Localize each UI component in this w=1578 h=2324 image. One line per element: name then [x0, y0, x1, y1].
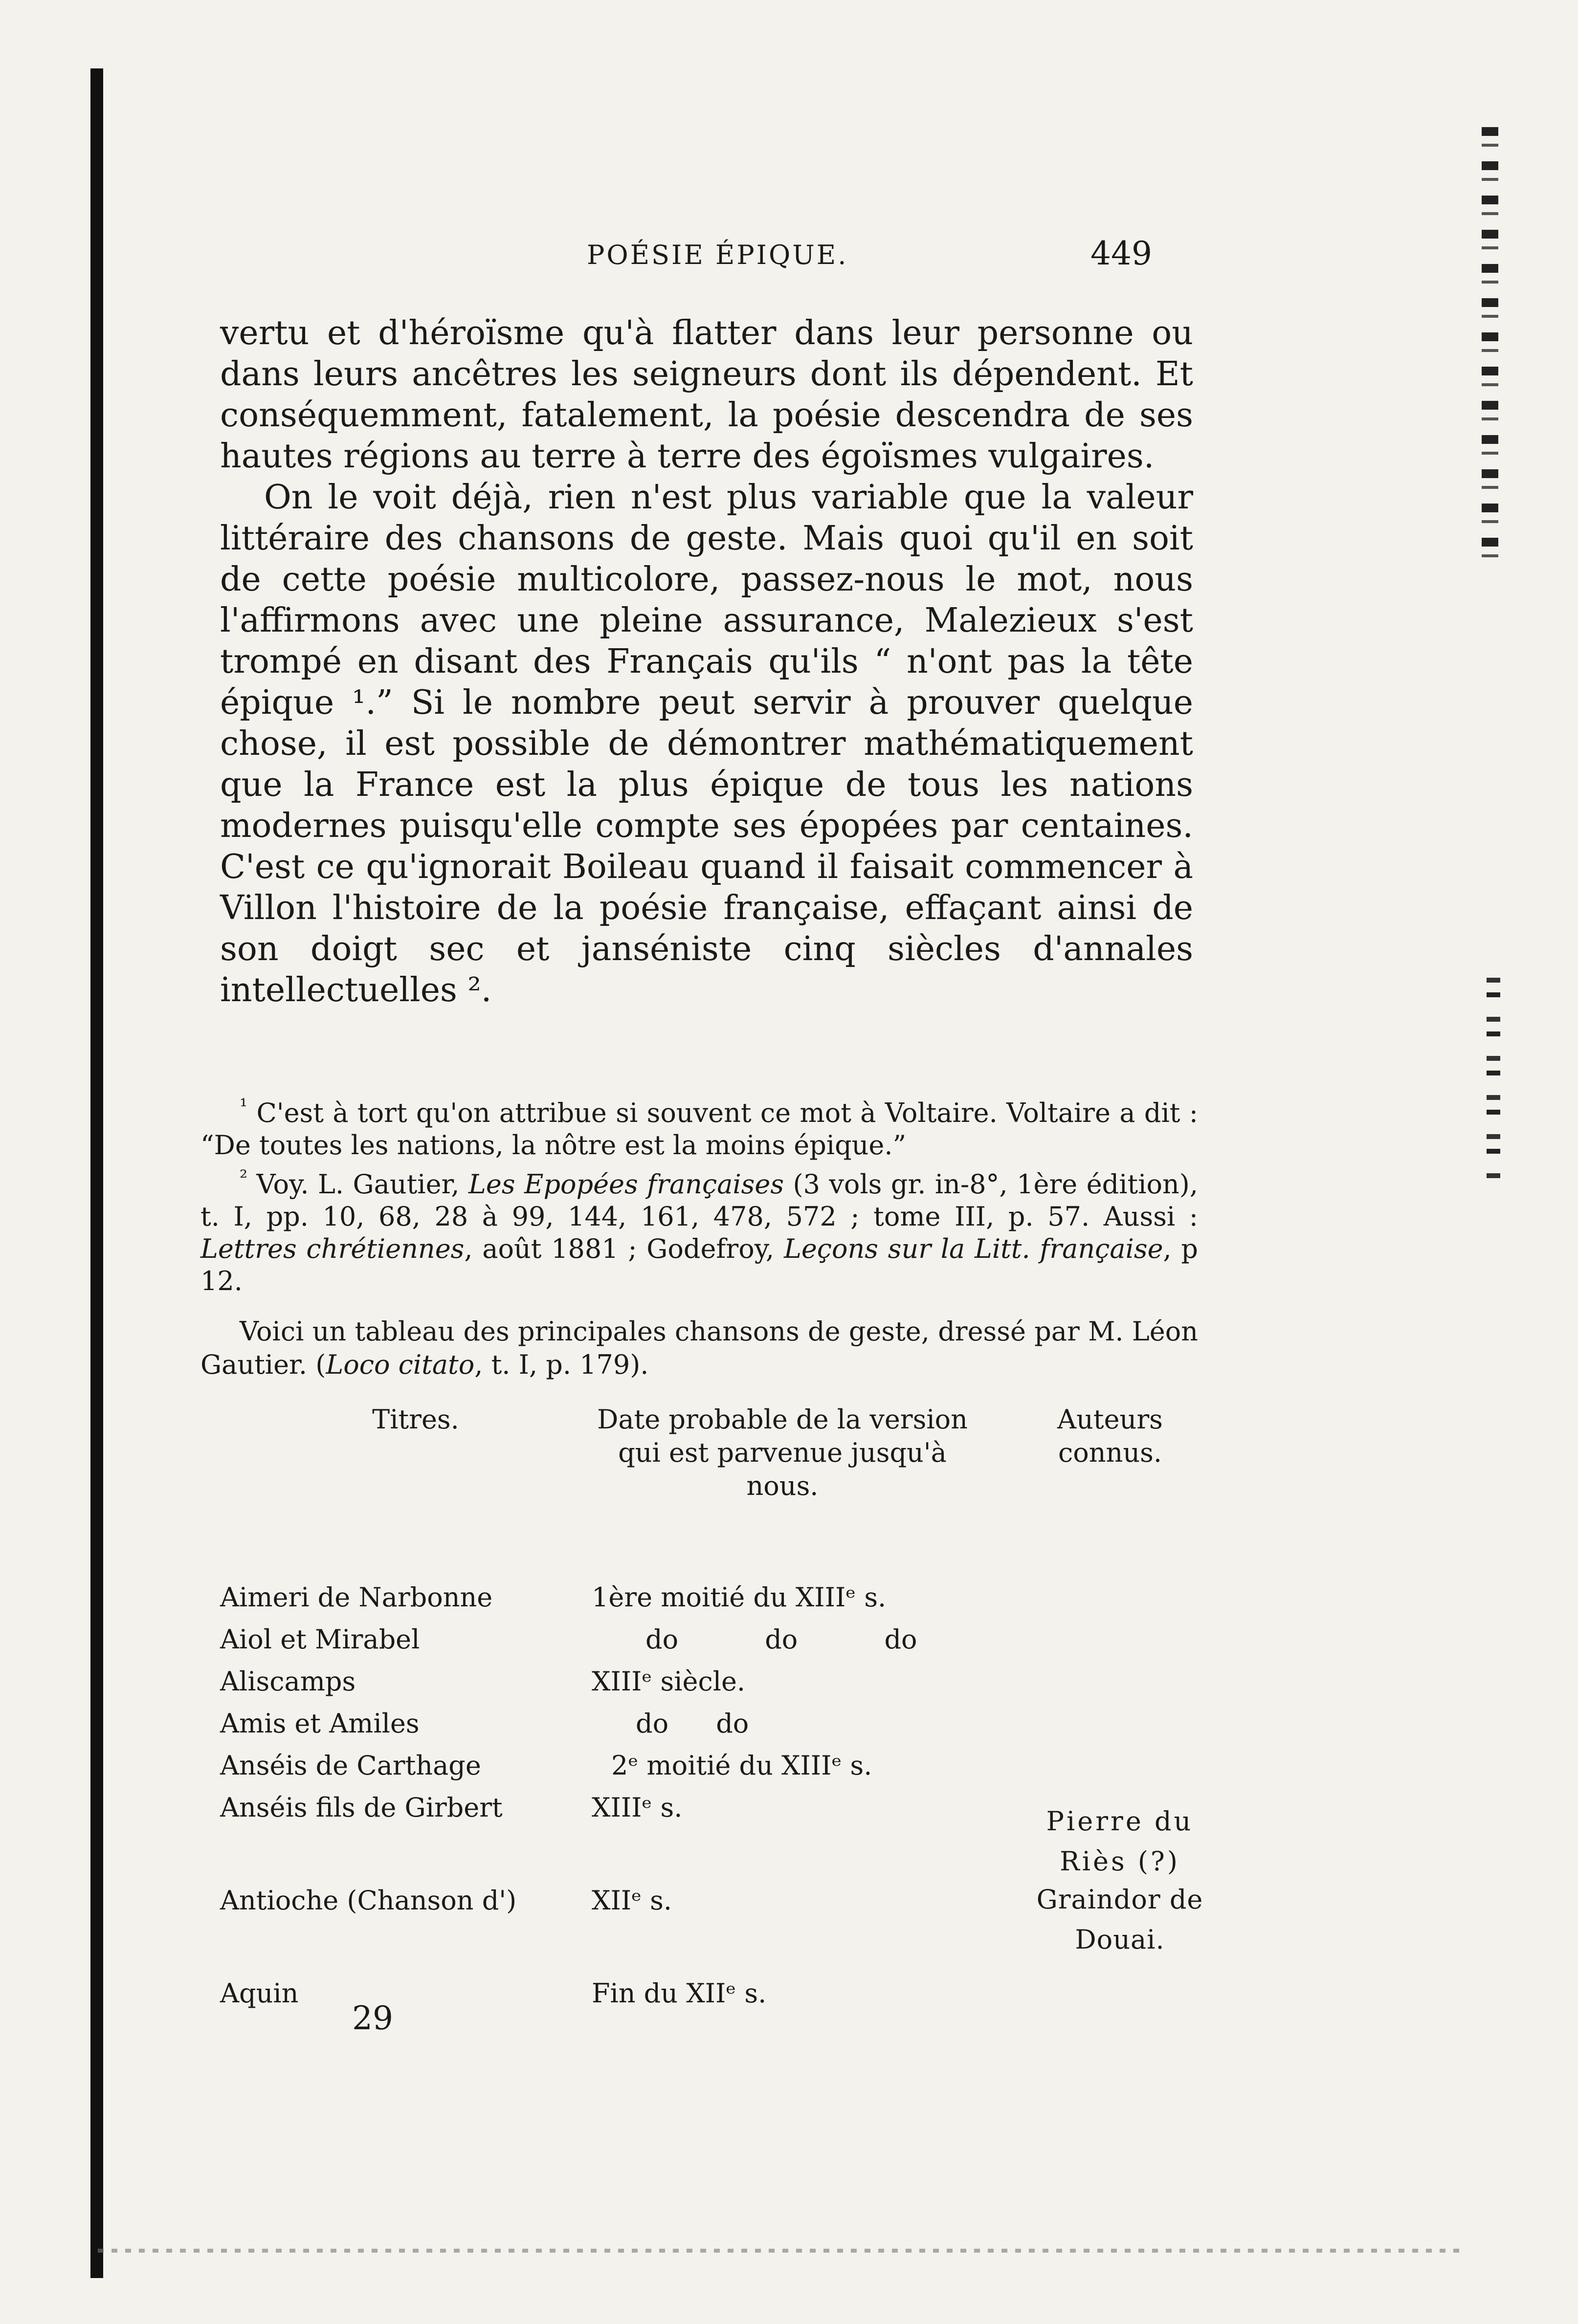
cell-date: XIIIᵉ s.: [592, 1792, 683, 1823]
cell-author: Pierre du Riès (?): [1046, 1806, 1194, 1877]
table-intro-text: [200, 1315, 1198, 1381]
cell-date: do do: [636, 1708, 749, 1739]
footnote-mark: ²: [240, 1166, 248, 1189]
scan-page-edge-middle: [1487, 978, 1500, 1183]
column-header-date: Date probable de la version qui est parvenue jusqu'à nous.: [597, 1404, 968, 1501]
work-title: Les Epopées françaises: [468, 1169, 784, 1200]
scan-binding-edge: [90, 68, 103, 2278]
chanson-table: [220, 1577, 1222, 2015]
signature-mark: 29: [352, 1999, 393, 2037]
table-row: [220, 1619, 1222, 1661]
main-text: [220, 313, 1193, 1011]
footnotes: [200, 1090, 1198, 1297]
table-row: [220, 1880, 1222, 1973]
paragraph: vertu et d'héroïsme qu'à flatter dans leur personne ou dans leurs ancêtres les seigneurs dont ils dépendent. Et conséquemment, fatalement, la poésie descendra de ses hautes régions au terre à terre des égoïsmes vulgaires.: [220, 314, 1193, 476]
cell-title: Aliscamps: [220, 1666, 356, 1697]
table-intro-after: , t. I, p. 179).: [474, 1349, 649, 1380]
cell-title: Amis et Amiles: [220, 1708, 420, 1739]
work-title: Lettres chrétiennes: [200, 1233, 465, 1264]
cell-title: Aquin: [220, 1978, 299, 2009]
footnote-text: (3 vols gr. in-8°, 1ère édition), t. I, pp. 10, 68, 28 à 99, 144, 161, 478, 572 ; tome III, p. 57. Aussi :: [200, 1169, 1199, 1232]
footnote-text: C'est à tort qu'on attribue si souvent ce mot à Voltaire. Voltaire a dit : “De toutes les nations, la nôtre est la moins épique.”: [200, 1097, 1199, 1161]
page-number: 449: [1090, 235, 1152, 272]
cell-title: Aimeri de Narbonne: [220, 1582, 493, 1613]
footnote-1: [200, 1090, 1198, 1162]
cell-date: XIIᵉ s.: [592, 1885, 672, 1916]
footnote-2: [200, 1162, 1198, 1297]
footnote-text: Voy. L. Gautier,: [256, 1169, 469, 1200]
table-row: [220, 1787, 1222, 1880]
cell-date: 2ᵉ moitié du XIIIᵉ s.: [611, 1750, 872, 1781]
cell-date: XIIIᵉ siècle.: [592, 1666, 746, 1697]
scan-page-edge-bottom: [98, 2249, 1467, 2253]
cell-date: 1ère moitié du XIIIᵉ s.: [592, 1582, 887, 1613]
page-header: [220, 235, 1198, 288]
cell-date: Fin du XIIᵉ s.: [592, 1978, 767, 2009]
table-row: [220, 1661, 1222, 1703]
column-header-titles: Titres.: [372, 1404, 459, 1435]
cell-title: Aiol et Mirabel: [220, 1624, 420, 1655]
cell-title: Antioche (Chanson d'): [220, 1885, 517, 1916]
cell-title: Anséis de Carthage: [220, 1750, 481, 1781]
table-intro-before: Voici un tableau des principales chansons de geste, dressé par M. Léon Gautier. (: [200, 1316, 1198, 1380]
table-row: [220, 1703, 1222, 1745]
cell-title: Anséis fils de Girbert: [220, 1792, 503, 1823]
cell-date: do do do: [645, 1624, 917, 1655]
footnote-text: , août 1881 ; Godefroy,: [464, 1233, 784, 1264]
footnote-text: , p 12.: [200, 1233, 1198, 1296]
table-intro: [200, 1315, 1198, 1381]
work-title: Leçons sur la Litt. française: [783, 1233, 1163, 1264]
table-row: [220, 1577, 1222, 1619]
cell-author: Graindor de Douai.: [1036, 1884, 1203, 1955]
column-header-authors: Auteurs connus.: [1057, 1404, 1163, 1468]
running-head: POÉSIE ÉPIQUE.: [587, 240, 848, 270]
table-intro-italic: Loco citato: [326, 1349, 475, 1380]
table-row: [220, 1745, 1222, 1787]
scan-page-edge-top: [1482, 127, 1498, 557]
footnote-mark: ¹: [240, 1095, 248, 1118]
paragraph: On le voit déjà, rien n'est plus variable que la valeur littéraire des chansons de geste. Mais quoi qu'il en soit de cette poésie multicolore, passez-nous le mot, nous l'affirmons avec une pleine assurance, Malezieux s'est trompé en disant des Français qu'ils “ n'ont pas la tête épique ¹.” Si le nombre peut servir à prouver quelque chose, il est possible de démontrer mathématiquement que la France est la plus épique de tous les nations modernes puisqu'elle compte ses épopées par centaines. C'est ce qu'ignorait Boileau quand il faisait commencer à Villon l'histoire de la poésie française, effaçant ainsi de son doigt sec et janséniste cinq siècles d'annales intellectuelles ².: [220, 478, 1193, 1009]
